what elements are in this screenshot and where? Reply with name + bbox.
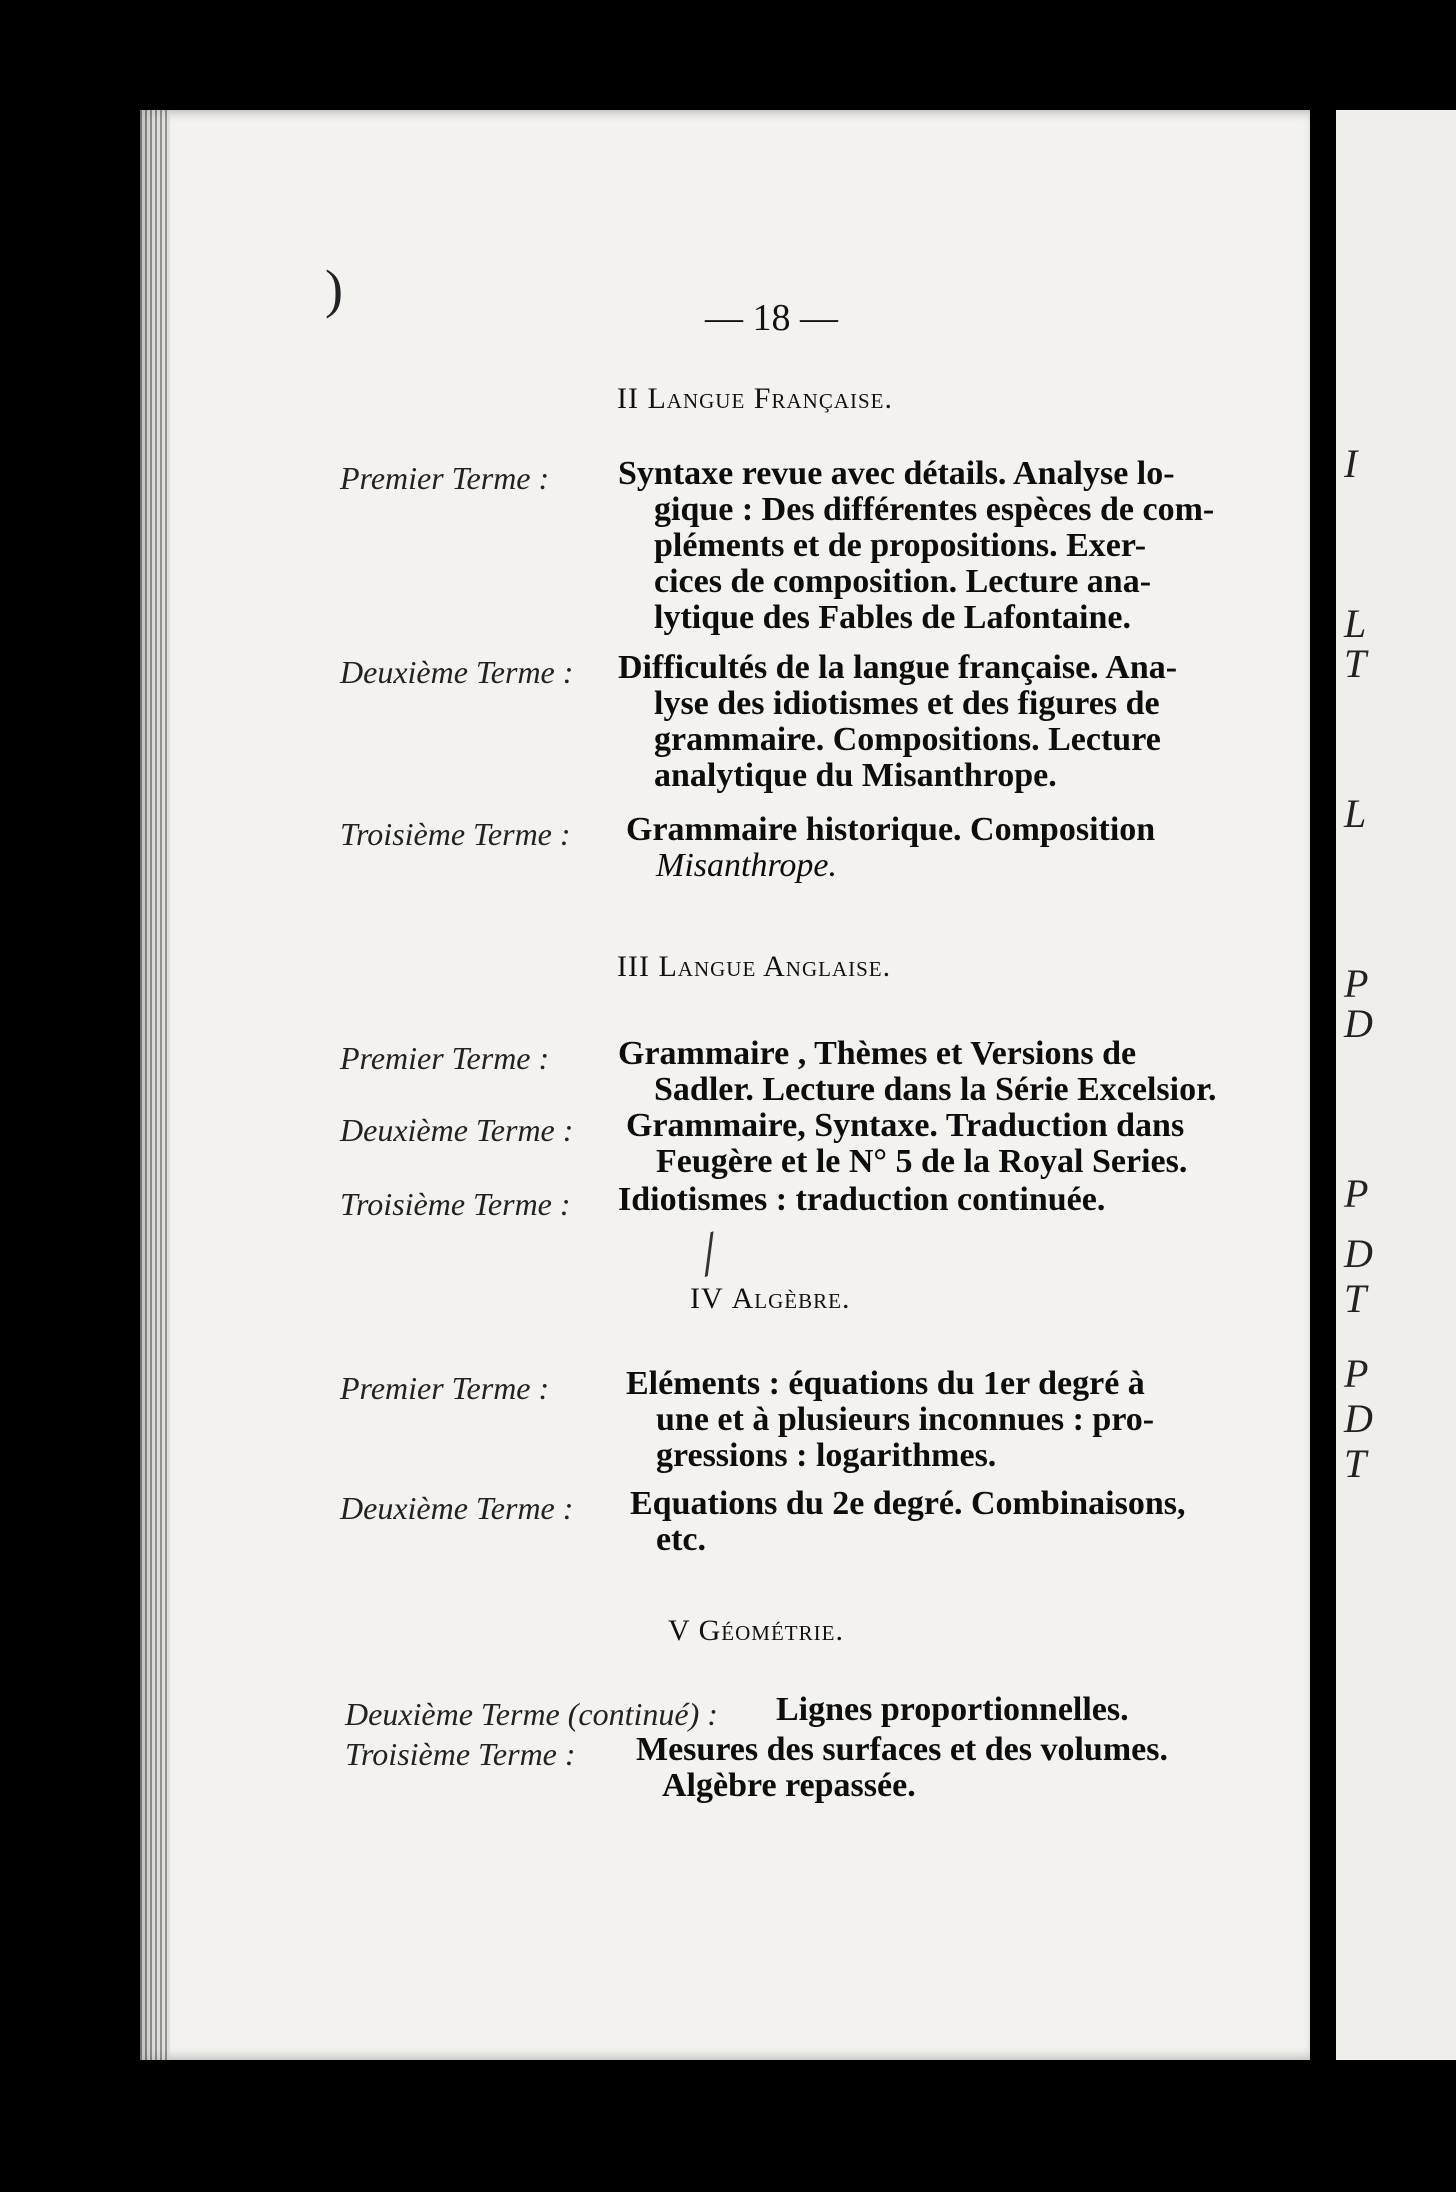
adjacent-fragment: L bbox=[1344, 601, 1367, 646]
term-label: Troisième Terme : bbox=[345, 1736, 576, 1772]
section-heading: IV Algèbre. bbox=[690, 1282, 851, 1315]
adjacent-fragment: D bbox=[1344, 1396, 1373, 1441]
section-text: Syntaxe revue avec détails. Analyse lo- gique : Des différentes espèces de com- pléments et de propositions. Exer- cices de composition. Lecture ana- lytique des Fables de Lafontaine. bbox=[618, 455, 1215, 636]
term-label: Troisième Terme : bbox=[340, 1186, 571, 1222]
page-edge bbox=[140, 110, 170, 2060]
term-label: Deuxième Terme : bbox=[340, 654, 574, 690]
section-text: Equations du 2e degré. Combinaisons, etc. bbox=[630, 1485, 1186, 1558]
term-label: Troisième Terme : bbox=[340, 816, 571, 852]
adjacent-fragment: P bbox=[1344, 961, 1369, 1006]
section-text: Idiotismes : traduction continuée. bbox=[618, 1181, 1106, 1218]
section-heading: III Langue Anglaise. bbox=[617, 950, 892, 983]
margin-bracket: ) bbox=[325, 259, 343, 319]
adjacent-page bbox=[1336, 110, 1456, 2060]
section-heading: II Langue Française. bbox=[617, 382, 893, 415]
page-number: — 18 — bbox=[705, 297, 838, 339]
section-text: Grammaire , Thèmes et Versions de Sadler. Lecture dans la Série Excelsior. bbox=[618, 1035, 1217, 1108]
adjacent-fragment: I bbox=[1344, 441, 1358, 486]
term-label: Premier Terme : bbox=[340, 1370, 550, 1406]
adjacent-fragment: D bbox=[1344, 1001, 1373, 1046]
term-label: Premier Terme : bbox=[340, 460, 550, 496]
section-text: Grammaire historique. Composition Misanthrope. bbox=[626, 811, 1156, 884]
adjacent-fragment: T bbox=[1344, 1276, 1367, 1321]
section-text: Difficultés de la langue française. Ana- lyse des idiotismes et des figures de grammaire. Compositions. Lecture analytique du Misanthrope. bbox=[618, 649, 1178, 794]
term-label: Deuxième Terme : bbox=[340, 1490, 574, 1526]
term-label: Deuxième Terme (continué) : bbox=[345, 1696, 718, 1732]
pencil-mark: / bbox=[689, 1220, 728, 1288]
adjacent-fragment: T bbox=[1344, 1441, 1367, 1486]
section-text: Mesures des surfaces et des volumes. Algèbre repassée. bbox=[636, 1731, 1168, 1804]
adjacent-fragment: L bbox=[1344, 791, 1367, 836]
section-heading: V Géométrie. bbox=[668, 1614, 844, 1647]
adjacent-fragment: P bbox=[1344, 1351, 1369, 1396]
adjacent-fragment: T bbox=[1344, 641, 1367, 686]
section-text: Eléments : équations du 1er degré à une et à plusieurs inconnues : pro- gressions : logarithmes. bbox=[626, 1365, 1155, 1474]
adjacent-fragment: P bbox=[1344, 1171, 1369, 1216]
section-text: Grammaire, Syntaxe. Traduction dans Feugère et le N° 5 de la Royal Series. bbox=[626, 1107, 1188, 1180]
adjacent-fragment: D bbox=[1344, 1231, 1373, 1276]
section-text: Lignes proportionnelles. bbox=[776, 1691, 1129, 1728]
term-label: Deuxième Terme : bbox=[340, 1112, 574, 1148]
term-label: Premier Terme : bbox=[340, 1040, 550, 1076]
